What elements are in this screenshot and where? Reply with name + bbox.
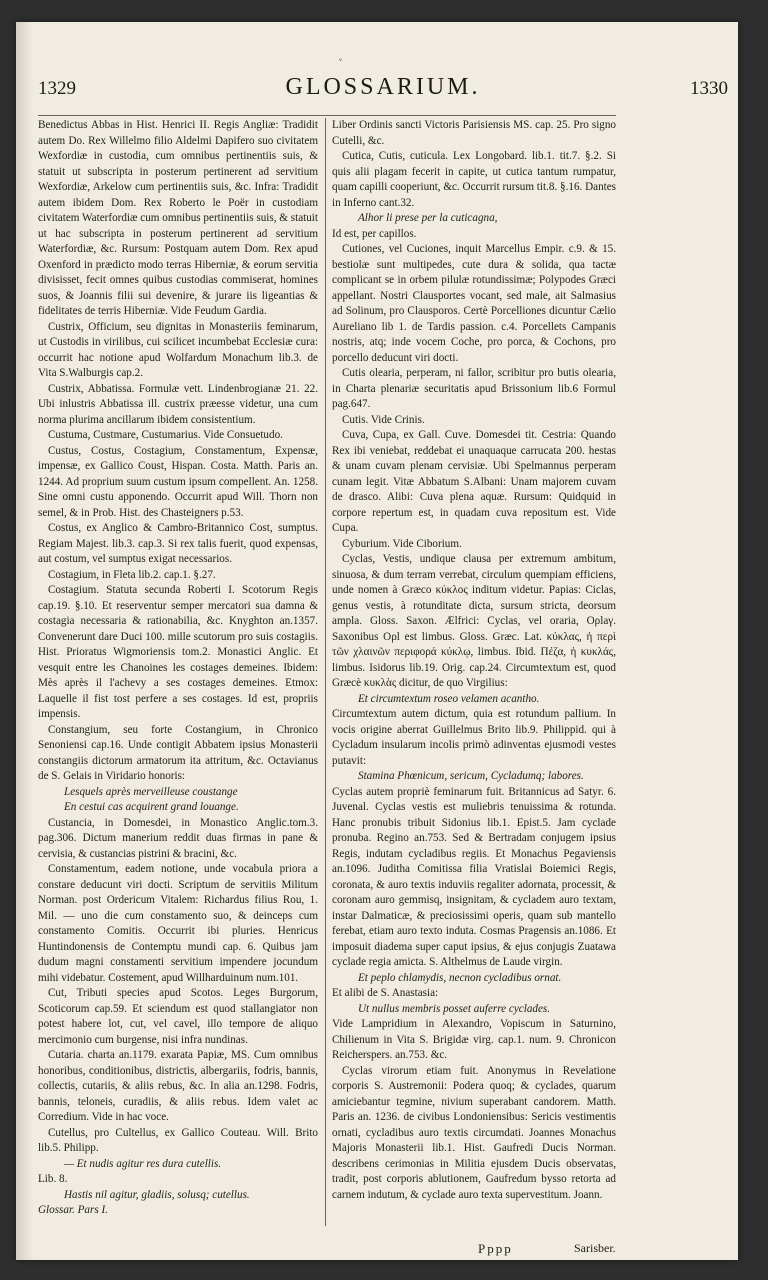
entry-paragraph: Costus, ex Anglico & Cambro-Britannico Cost, sumptus. Regiam Majest. lib.3. cap.3. Si rex talis fuerit, quod expensas, aut costum, vel sumptus exigat necessarios. [38,522,318,565]
page-number-left: 1329 [38,78,76,99]
entry-paragraph: Cut, Tributi species apud Scotos. Leges Burgorum, Scoticorum cap.59. Et sciendum est quod stallangiator non potest habere lot, cut, vel cavel, illo tempore de aliquo mercimonio cum burgense, nisi infra nundinas. [38,987,318,1046]
verse-line: — Et nudis agitur res dura cutellis. [64,1157,222,1170]
verse-line: Hastis nil agitur, gladiis, solusq; cutellus. [64,1188,250,1201]
book-page [16,22,738,1260]
catchword: Sarisber. [574,1241,616,1255]
entry-paragraph: Custrix, Officium, seu dignitas in Monasteriis feminarum, ut Custodis in virilibus, cui scilicet incumbebat Ecclesiæ cura: occurrit hac notione apud Wolfardum Monachum lib.3. de Vita S.Walburgis cap.2. [38,320,318,379]
page-number-right: 1330 [690,78,728,99]
running-title: GLOSSARIUM. [285,74,481,100]
entry-paragraph: Cutaria. charta an.1179. exarata Papiæ, MS. Cum omnibus honoribus, conditionibus, districtis, albergariis, fodris, bannis, collectis, cutariis, & aliis rebus, &c. In alia an.1298. Fodris, bannis, teloneis, curadiis, & aliis rebus. Idem valet ac Corredium. Vide in hac voce. [38,1049,318,1123]
verse-line: Stamina Phœnicum, sericum, Cycladumq; labores. [358,770,584,782]
running-header [38,74,728,104]
entry-paragraph: Lib. 8. [38,1173,68,1185]
verse-line: Lesquels après merveilleuse coustange [64,785,238,798]
entry-paragraph: Cyburium. Vide Ciborium. [342,537,462,550]
entry-paragraph: Constamentum, eadem notione, unde vocabula priora a constare deducunt viri docti. Scriptum de servitiis Militum Norman. post Ordericum Vitalem: Richardus filius Rou, 1. Mil. — uno die cum constamento suo, & deinceps cum constamento Comitis. Occurrit ibi pluries. Henricus Huntindonensis de Contemptu mundi cap. 6. Quibus jam dudum magni constamenti servitium impendere jocundum mihi videbatur. Costement, apud Willharduinum num.101. [38,863,318,984]
entry-paragraph: Cutellus, pro Cultellus, ex Gallico Couteau. Will. Brito lib.5. Philipp. [38,1126,318,1154]
entry-paragraph: Benedictus Abbas in Hist. Henrici II. Regis Angliæ: Tradidit autem Do. Rex Willelmo filio Aldelmi Dapifero suo civitatem Wexfordiæ in custodia, cum omnibus pertinentiis suis, & statuit ut subscripta in posterum pertinerent ad servitium Wexfordiæ, Arkelow cum pertinentiis suis, &c. Infra: Tradidit autem ibidem Dom. Rex Roberto le Poër in custodiam civitatem Waterfordiæ cum omnibus pertinentiis suis, & statuit ut hac subscripta in posterum pertinerent ad servitium Waterfordiæ, &c. Rursum: Postquam autem Dom. Rex apud Oxenford in prædicto modo terras Hiberniæ, & eorum servitia divisisset, fecit omnes quibus custodias commiserat, homines suos, & Joannis filii sui devenire, & jurare iis ligeantias & fidelitates de terris Hiberniæ. Vide Feudum Gardia. [38,119,318,317]
entry-paragraph: Cutiones, vel Cuciones, inquit Marcellus Empir. c.9. & 15. bestiolæ sunt multipedes, cute dura & solida, qua tactæ complicant se in orbem pilulæ rotundissimæ; Polypodes Græci appellant. Nostri Clausportes vocant, sed male, ait Salmasius ad Solinum, pro Clausporos. Certè Porcelliones dicuntur Cælio Aureliano lib 1. de Tardis passion. c.4. Porcellets Campanis nostris, atq; inde vocem Coche, pro porca, & Cochons, pro porcello deducunt viri docti. [332,243,616,364]
entry-paragraph: Circumtextum autem dictum, quia est rotundum pallium. In vocis origine aberrat Guillelmus Brito lib.9. Philippid. qui à Cycladum insularum incolis primò adinventas ejusmodi vestes putavit: [332,708,616,767]
entry-paragraph: Costagium, in Fleta lib.2. cap.1. §.27. [48,568,216,581]
entry-paragraph: Cuva, Cupa, ex Gall. Cuve. Domesdei tit. Cestria: Quando Rex ibi veniebat, reddebat ei unaquaque carrucata 200. hestas & unam cuvam plenam cervisiæ. Ubi Spelmannus perperam cunam legit. Vitæ Abbatum S.Albani: Unam majorem cuvam de drasco. Alibi: Cuva plena aquæ. Rursum: Quidquid in corpore repertum est, in quadam cuva repositum est. Vide Cupa. [332,429,616,534]
verse-line: Alhor li prese per la cuticagna, [358,212,498,224]
column-rule [325,118,326,1226]
entry-paragraph: Custancia, in Domesdei, in Monastico Anglic.tom.3. pag.306. Dictum manerium reddit duas firmas in pane & cervisia, & custancias pistrini & bracini, &c. [38,816,318,860]
right-column [332,118,616,1203]
verse-line: Et peplo chlamydis, necnon cycladibus ornat. [358,971,562,984]
entry-paragraph: Cutis olearia, perperam, ni fallor, scribitur pro butis olearia, in Charta plenariæ securitatis apud Brissonium lib.6 Formul pag.647. [332,367,616,410]
entry-paragraph: Cyclas virorum etiam fuit. Anonymus in Revelatione corporis S. Austremonii: Podera quoq; & cyclades, quarum amiciebantur tegmine, nivium superabant candorem. Matth. Paris an. 1236. de civibus Londoniensibus: Sericis vestimentis ornati, cycladibus auro textis circumdati. Joannes Monachus Majoris Monasterii lib.1. Hist. Gaufredi Ducis Norman. describens cerimonias in Militia ejusdem Ducis observatas, tradit, post corporis ablutionem, Gaufredum bysso retorta ad carnem indutum, & cyclade auro texta supervestitum. Joann. [332,1064,616,1201]
entry-paragraph: Cutis. Vide Crinis. [342,413,425,426]
signature-mark: Pppp [478,1241,513,1256]
entry-paragraph: Costagium. Statuta secunda Roberti I. Scotorum Regis cap.19. §.10. Et reserventur semper mercatori sua damna & costagia necessaria & rationabilia, &c. Knyghton an.1357. Convenerunt dare Duci 100. mille scutorum pro suis costagiis. Hist. Prioratus Wigmoriensis tom.2. Monastici Anglic. Et vesquit entre les Chanoines les costages demeines. Ibidem: Mès après il l'achevy a ses costages demeines. Etmox: Laquelle il fist tost perfere a ses costages. Id est, propriis impensis. [38,584,318,720]
verse-line: En cestui cas acquirent grand louange. [64,801,239,813]
entry-paragraph: Vide Lampridium in Alexandro, Vopiscum in Saturnino, Chilienum in Vita S. Brigidæ virg. cap.1. num. 9. Chronicon Reicherspers. an.753. &c. [332,1018,616,1061]
entry-paragraph: Constangium, seu forte Costangium, in Chronico Senoniensi cap.16. Unde contigit Abbatem ipsius Monasterii constangiis dictorum armatorum ita attritum, &c. Octavianus de S. Gelais in Viridario honoris: [38,723,318,782]
entry-paragraph: Id est, per capillos. [332,227,417,240]
entry-paragraph: Custrix, Abbatissa. Formulæ vett. Lindenbrogianæ 21. 22. Ubi inlustris Abbatissa ill. custrix præesse videtur, una cum norma plurima ancillarum ibidem consistentium. [38,382,318,426]
signature-note: Glossar. Pars I. [38,1204,108,1216]
verse-line: Ut nullus membris posset auferre cyclades. [358,1002,551,1015]
entry-paragraph: Cyclas, Vestis, undique clausa per extremum ambitum, sinuosa, & dum terram verrebat, circulum quempiam efficiens, unde nomen à Græco κύκλος inditum videtur. Papias: Ciclas, genus vestis, à rotunditate dicta, sursum stricta, deorsum ampla. Gloss. Saxon. Ælfrici: Cyclas, vel oraria, Oρlaγ. Saxonibus Oρl est limbus. Gloss. Græc. Lat. κύκλας, ἡ περὶ τῶν χλαινῶν περιφορά κύκλῳ, limbus. Ibid. Πέζα, ἡ κυκλάς, limbus. Isidorus lib.19. Orig. cap.24. Circumtextum est, quod Græcè κυκλὰς dicitur, de quo Virgilius: [332,553,616,689]
entry-paragraph: Cyclas autem propriè feminarum fuit. Britannicus ad Satyr. 6. Juvenal. Cyclas vestis est muliebris tenuissima & rotunda. Hanc pronubis tribuit Sidonius lib.1. Epist.5. Jam cyclade pronuba. Regino an.753. Sed & Bertradam conjugem ipsius Regis, indutam cycladibus regiis. Et Monachus Pegaviensis an.1096. Juditha Comitissa filia Vratislai Boiemici Regis, coronata, & auro textis induviis regaliter adornata, processit, & coronam auro gemmisq, insignitam, & cycladem auro textam, instar Dalmaticæ, & preciosissimi operis, quam sub mantello ferebat, etiam auro texto induta. Cosmas Pragensis an.1086. Et imposuit diadema super caput ipsius, & ejus conjugis Zuatawa cyclade regia amicta. S. Althelmus de Laude virgin. [332,785,616,968]
entry-paragraph: Liber Ordinis sancti Victoris Parisiensis MS. cap. 25. Pro signo Cutelli, &c. [332,119,616,147]
verse-line: Et circumtextum roseo velamen acantho. [358,692,540,705]
entry-paragraph: Custus, Costus, Costagium, Constamentum, Expensæ, impensæ, ex Gallico Coust, Hispan. Costa. Matth. Paris an. 1244. Ad proprium suum custum ipsum compellent. An. 1258. Sine omni custu apponendo. Occurrit apud Will. Thorn non semel, & in Prob. Hist. des Chasteigners p.53. [38,444,318,519]
entry-paragraph: Cutica, Cutis, cuticula. Lex Longobard. lib.1. tit.7. §.2. Si quis alii plagam fecerit in capite, ut cutica tantum rumpatur, quam capilli cooperiunt, &c. Occurrit rursum tit.8. §.16. Dantes in Inferno cant.32. [332,150,617,209]
entry-paragraph: Et alibi de S. Anastasia: [332,987,439,999]
header-rule [38,115,616,116]
left-column [38,118,318,1219]
entry-paragraph: Custuma, Custmare, Custumarius. Vide Consuetudo. [48,429,283,441]
ink-mark: ˬ [338,50,343,61]
